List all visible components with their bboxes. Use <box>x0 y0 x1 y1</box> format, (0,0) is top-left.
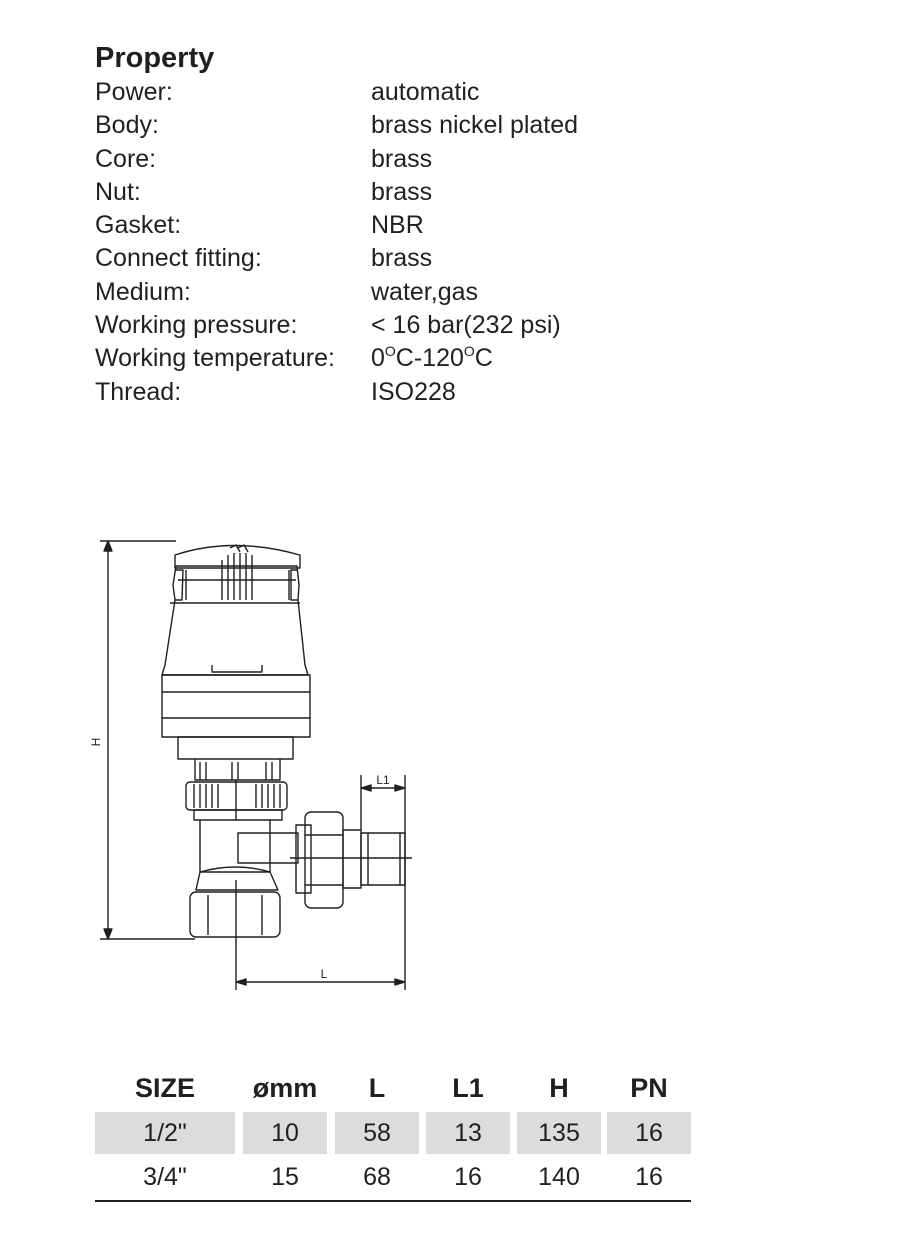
property-label: Thread: <box>95 377 182 406</box>
table-cell: 15 <box>271 1163 299 1191</box>
property-value: < 16 bar(232 psi) <box>371 311 561 340</box>
property-value: water,gas <box>371 277 479 306</box>
table-header-cell: L1 <box>452 1073 484 1103</box>
property-row <box>95 76 655 109</box>
property-row <box>95 309 655 342</box>
property-row <box>95 376 655 409</box>
property-label: Nut: <box>95 177 141 206</box>
property-value: NBR <box>371 211 424 240</box>
table-cell: 10 <box>243 1112 327 1154</box>
property-value: brass <box>371 244 433 273</box>
property-label: Body: <box>95 111 159 140</box>
table-cell: 58 <box>335 1112 419 1154</box>
section-title: Property <box>95 42 215 74</box>
table-cell: 1/2" <box>95 1112 235 1154</box>
valve-technical-drawing <box>88 530 428 1000</box>
dimension-label-h: H <box>89 737 103 747</box>
property-value: ISO228 <box>371 377 456 406</box>
dimension-label-l: L <box>320 967 328 981</box>
head-body <box>162 566 308 675</box>
table-cell: 140 <box>538 1163 580 1191</box>
property-row <box>95 342 655 375</box>
table-row <box>95 1156 691 1202</box>
table-header-row <box>95 1066 691 1110</box>
table-cell: 16 <box>607 1112 691 1154</box>
table-cell: 68 <box>363 1163 391 1191</box>
table-cell: 13 <box>426 1112 510 1154</box>
property-value: brass nickel plated <box>371 111 579 140</box>
property-value: brass <box>371 144 433 173</box>
dimension-label-l1: L1 <box>376 773 390 787</box>
property-value: brass <box>371 177 433 206</box>
property-list <box>95 76 655 409</box>
property-row <box>95 109 655 142</box>
property-label: Core: <box>95 144 157 173</box>
size-table <box>95 1066 691 1202</box>
table-header-cell: SIZE <box>134 1073 195 1103</box>
property-row <box>95 242 655 275</box>
property-label: Gasket: <box>95 211 182 240</box>
property-label: Working pressure: <box>95 311 298 340</box>
property-label: Working temperature: <box>95 344 335 373</box>
table-header-cell: H <box>549 1073 569 1103</box>
table-header-cell: PN <box>630 1073 668 1103</box>
table-cell: 16 <box>635 1163 663 1191</box>
table-cell: 3/4" <box>143 1163 187 1191</box>
table-cell: 16 <box>454 1163 482 1191</box>
property-row <box>95 143 655 176</box>
property-row <box>95 276 655 309</box>
property-value: automatic <box>371 78 480 106</box>
table-header-cell: ømm <box>252 1073 318 1103</box>
table-cell: 135 <box>517 1112 601 1154</box>
property-label: Medium: <box>95 277 191 306</box>
property-row <box>95 176 655 209</box>
property-row <box>95 209 655 242</box>
property-value-temperature: $0^OC-120^OC$ <box>371 343 493 373</box>
table-header-cell: L <box>368 1073 386 1103</box>
table-row <box>95 1112 691 1156</box>
property-label: Connect fitting: <box>95 244 262 273</box>
property-label: Power: <box>95 78 173 106</box>
